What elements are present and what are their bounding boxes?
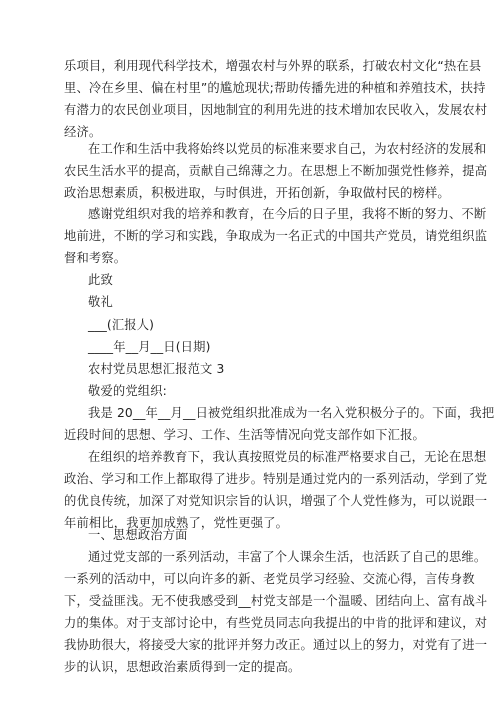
text-line: 在工作和生活中我将始终以党员的标准来要求自己，为农村经济的发展和 — [88, 142, 487, 156]
text-line: 一系列的活动中，可以向许多的新、老党员学习经验、交流心得，言传身教 — [64, 572, 475, 586]
text-line: 通过党支部的一系列活动，丰富了个人课余生活，也活跃了自己的思维。 — [88, 550, 487, 564]
text-line: 在组织的培养教育下，我认真按照党员的标准严格要求自己，无论在思想 — [88, 450, 487, 464]
text-line: 感谢党组织对我的培养和教育，在今后的日子里，我将不断的努力、不断 — [88, 207, 487, 221]
text-line: 乐项目，利用现代科学技术，增强农村与外界的联系，打破农村文化“热在县 — [64, 59, 482, 73]
text-line: 地前进，不断的学习和实践，争取成为一名正式的中国共产党员，请党组织监 — [64, 229, 488, 243]
section-title: 农村党员思想汇报范文 3 — [88, 362, 225, 376]
text-line: 的优良传统，加深了对党知识宗旨的认识，增强了个人党性修为，可以说跟一 — [64, 494, 488, 508]
text-line: 有潜力的农民创业项目，因地制宜的利用先进的技术增加农民收入，发展农村 — [64, 103, 488, 117]
text-line: 里、冷在乡里、偏在村里”的尴尬现状;帮助传播先进的种植和养殖技术，扶持 — [64, 81, 486, 95]
text-line: 我是 20__年__月__日被党组织批准成为一名入党积极分子的。下面，我把 — [88, 406, 495, 420]
text-line: 近段时间的思想、学习、工作、生活等情况向党支部作如下汇报。 — [64, 428, 425, 442]
text-line: 政治、学习和工作上都取得了进步。特别是通过党内的一系列活动，学到了党 — [64, 472, 488, 486]
text-line: 年前相比，我更加成熟了，党性更强了。 — [64, 516, 289, 530]
text-line: 力的集体。对于支部讨论中，有些党员同志向我提出的中肯的批评和建议，对 — [64, 616, 488, 630]
text-line: 政治思想素质，积极进取，与时俱进，开拓创新，争取做村民的榜样。 — [64, 186, 450, 200]
text-line: 下，受益匪浅。无不使我感受到__村党支部是一个温暖、团结向上、富有战斗 — [64, 594, 488, 608]
text-line: 督和考察。 — [64, 251, 127, 265]
date-line: ____年__月__日(日期) — [88, 340, 211, 354]
text-line: 经济。 — [64, 125, 102, 139]
closing-salutation: 敬礼 — [88, 295, 113, 309]
text-line: 农民生活水平的提高，贡献自己绵薄之力。在思想上不断加强党性修养，提高 — [64, 164, 488, 178]
reporter-line: ___(汇报人) — [88, 318, 155, 332]
closing-salutation: 此致 — [88, 273, 113, 287]
text-line: 步的认识，思想政治素质得到一定的提高。 — [64, 660, 301, 674]
text-line: 我协助很大，将接受大家的批评并努力改正。通过以上的努力，对党有了进一 — [64, 638, 488, 652]
greeting: 敬爱的党组织: — [88, 384, 167, 398]
subsection-heading: 一、思想政治方面 — [88, 528, 188, 542]
